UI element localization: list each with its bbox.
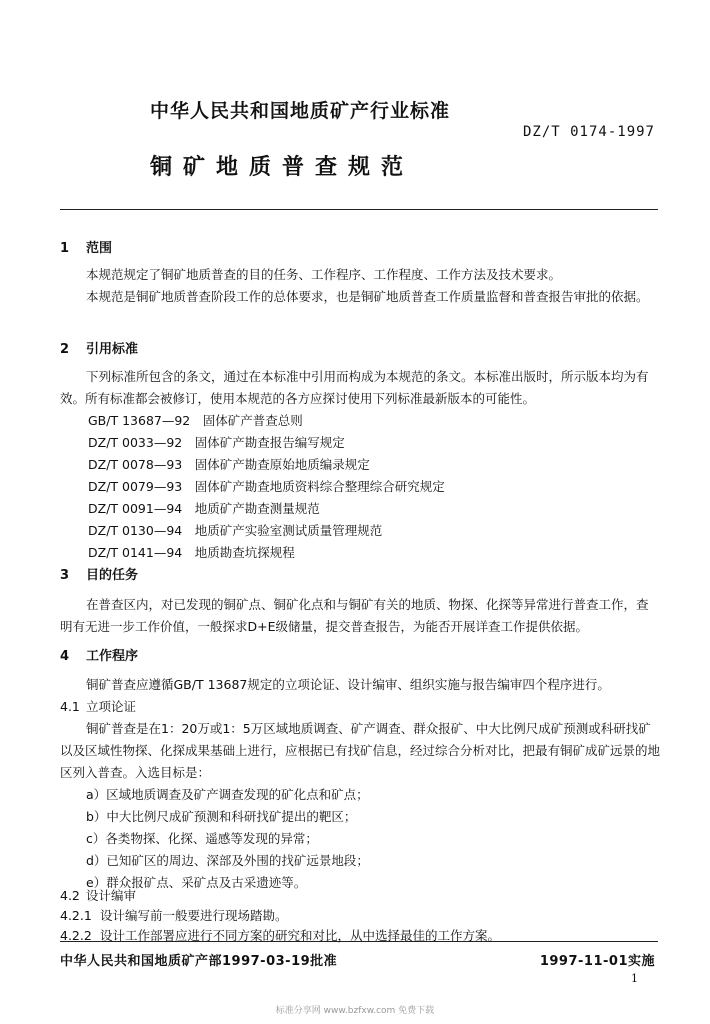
section-number: 1 xyxy=(60,241,70,256)
reference-item: DZ/T 0091—94 地质矿产勘查测量规范 xyxy=(88,501,320,516)
section-number: 4.2 xyxy=(60,888,80,903)
section-4-1-paragraph-1: 铜矿普查是在1：20万或1：5万区域地质调查、矿产调查、群众报矿、中大比例尺成矿预测或科研找矿以及区域性物探、化探成果基础上进行，应根据已有找矿信息，经过综合分析对比，把最有铜矿成矿远景的地区列入普查。入选目标是： xyxy=(60,721,661,780)
section-4-2-heading xyxy=(60,885,660,907)
section-1-paragraph-1: 本规范规定了铜矿地质普查的目的任务、工作程序、工作程度、工作方法及技术要求。 xyxy=(86,267,562,282)
list-item: d）已知矿区的周边、深部及外围的找矿远景地段； xyxy=(86,853,369,868)
reference-item: GB/T 13687—92 固体矿产普查总则 xyxy=(88,413,303,428)
list-item: c）各类物探、化探、遥感等发现的异常； xyxy=(86,831,318,846)
section-title: 工作程序 xyxy=(86,649,139,664)
section-number: 4 xyxy=(60,649,70,664)
document-title: 铜矿地质普查规范 xyxy=(150,155,415,180)
reference-item: DZ/T 0130—94 地质矿产实验室测试质量管理规范 xyxy=(88,523,383,538)
standard-code: DZ/T 0174-1997 xyxy=(522,124,655,140)
implementation-date: 1997-11-01实施 xyxy=(539,954,655,969)
section-title: 范围 xyxy=(86,241,113,256)
section-title: 引用标准 xyxy=(86,342,139,357)
section-2-paragraph-1: 下列标准所包含的条文，通过在本标准中引用而构成为本规范的条文。本标准出版时，所示版本均为有效。所有标准都会被修订，使用本规范的各方应探讨使用下列标准最新版本的可能性。 xyxy=(60,369,649,406)
section-3-heading xyxy=(60,565,660,587)
list-item: e）群众报矿点、采矿点及古采遗迹等。 xyxy=(86,875,307,890)
list-item: a）区域地质调查及矿产调查发现的矿化点和矿点； xyxy=(86,787,369,802)
section-title: 目的任务 xyxy=(86,568,139,583)
reference-item: DZ/T 0033—92 固体矿产勘查报告编写规定 xyxy=(88,435,345,450)
section-1-heading xyxy=(60,238,660,260)
section-3-paragraph-1: 在普查区内，对已发现的铜矿点、铜矿化点和与铜矿有关的地质、物探、化探等异常进行普查工作，查明有无进一步工作价值，一般探求D+E级储量，提交普查报告，为能否开展详查工作提供依据。 xyxy=(60,597,649,634)
reference-item: DZ/T 0079—93 固体矿产勘查地质资料综合整理综合研究规定 xyxy=(88,479,445,494)
issuing-org: 中华人民共和国地质矿产行业标准 xyxy=(150,100,451,122)
section-2-heading xyxy=(60,339,660,361)
section-number: 4.2.2 xyxy=(60,928,92,943)
watermark-text: 标准分享网 www.bzfxw.com 免费下载 xyxy=(275,1006,435,1016)
section-title: 设计编审 xyxy=(86,888,137,903)
reference-item: DZ/T 0078—93 固体矿产勘查原始地质编录规定 xyxy=(88,457,370,472)
section-4-paragraph-1: 铜矿普查应遵循GB/T 13687规定的立项论证、设计编审、组织实施与报告编审四个程序进行。 xyxy=(86,677,610,692)
section-number: 4.2.1 xyxy=(60,908,92,923)
approval-line: 中华人民共和国地质矿产部1997-03-19批准 xyxy=(60,954,338,969)
section-4-1-heading xyxy=(60,696,660,718)
section-4-2-2 xyxy=(60,925,660,947)
section-number: 2 xyxy=(60,342,70,357)
header-divider xyxy=(60,209,658,210)
section-4-2-1 xyxy=(60,905,660,927)
list-item: b）中大比例尺成矿预测和科研找矿提出的靶区； xyxy=(86,809,357,824)
reference-item: DZ/T 0141—94 地质勘查坑探规程 xyxy=(88,545,295,560)
section-title: 立项论证 xyxy=(86,699,137,714)
clause-text: 设计编写前一般要进行现场踏勘。 xyxy=(100,908,288,923)
section-number: 3 xyxy=(60,568,70,583)
section-number: 4.1 xyxy=(60,699,80,714)
section-1-paragraph-2: 本规范是铜矿地质普查阶段工作的总体要求，也是铜矿地质普查工作质量监督和普查报告审批的依据。 xyxy=(86,289,649,304)
section-4-heading xyxy=(60,646,660,668)
clause-text: 设计工作部署应进行不同方案的研究和对比，从中选择最佳的工作方案。 xyxy=(100,928,501,943)
page-number: 1 xyxy=(631,972,638,985)
